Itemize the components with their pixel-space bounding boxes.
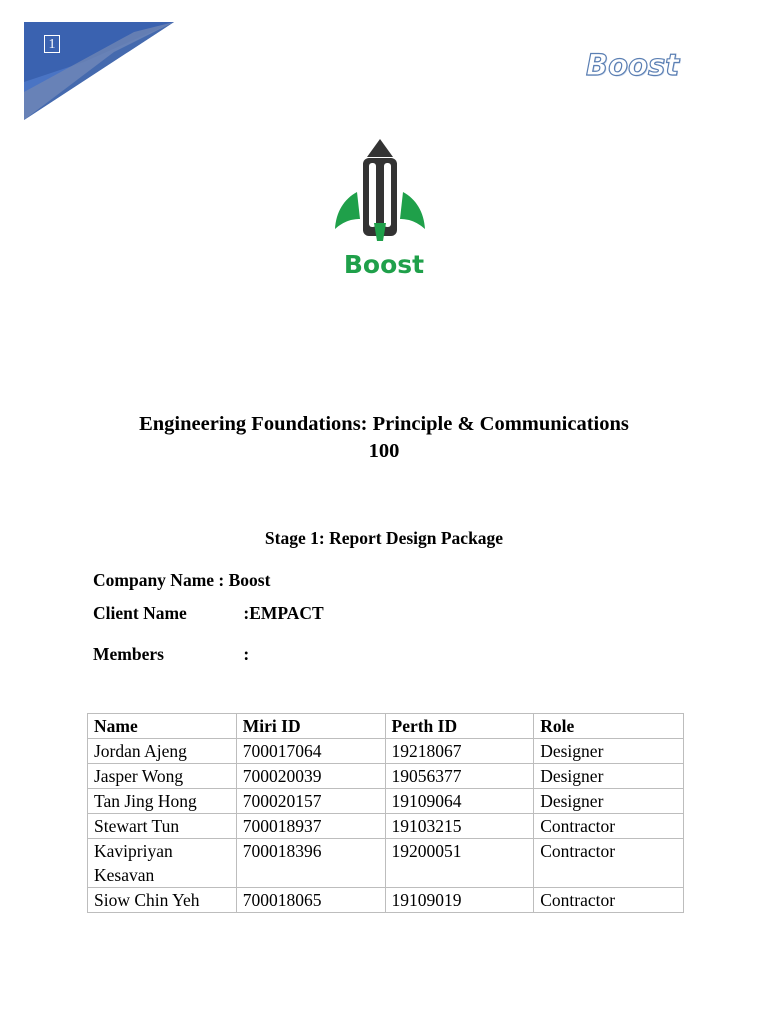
cell-perth-id: 19200051: [385, 839, 534, 888]
cell-miri-id: 700020039: [236, 764, 385, 789]
table-row: [88, 814, 684, 839]
table-row: [88, 839, 684, 888]
boost-rocket-logo-icon: [330, 137, 430, 247]
cell-miri-id: 700018396: [236, 839, 385, 888]
header-perth-id: Perth ID: [385, 714, 534, 739]
cell-name: Tan Jing Hong: [88, 789, 237, 814]
cell-role: Designer: [534, 739, 684, 764]
cell-role: Contractor: [534, 839, 684, 888]
stage-title: Stage 1: Report Design Package: [264, 528, 504, 548]
cell-miri-id: 700020157: [236, 789, 385, 814]
table-row: [88, 789, 684, 814]
unit-title-line2: 100: [368, 440, 400, 462]
company-value: : Boost: [218, 570, 271, 590]
members-label: Members: [93, 644, 164, 664]
unit-title: [0, 411, 768, 465]
client-name-field: [93, 603, 324, 624]
table-header-row: [88, 714, 684, 739]
header-brand-wordmark: Boost: [586, 48, 680, 82]
cell-perth-id: 19218067: [385, 739, 534, 764]
cell-perth-id: 19103215: [385, 814, 534, 839]
cell-miri-id: 700018065: [236, 888, 385, 913]
table-row: [88, 739, 684, 764]
company-name-field: [93, 570, 270, 591]
cell-name: Jasper Wong: [88, 764, 237, 789]
header-name: Name: [88, 714, 237, 739]
table-row: [88, 764, 684, 789]
cell-role: Contractor: [534, 814, 684, 839]
unit-title-line1: Engineering Foundations: Principle & Communications: [139, 413, 629, 435]
cell-role: Designer: [534, 789, 684, 814]
cell-name: Stewart Tun: [88, 814, 237, 839]
table-row: [88, 888, 684, 913]
cell-role: Designer: [534, 764, 684, 789]
cell-name: Kavipriyan Kesavan: [88, 839, 237, 888]
cell-miri-id: 700018937: [236, 814, 385, 839]
client-value: :EMPACT: [243, 603, 324, 623]
header-miri-id: Miri ID: [236, 714, 385, 739]
cell-name: Siow Chin Yeh: [88, 888, 237, 913]
client-label: Client Name: [93, 603, 187, 623]
cell-role: Contractor: [534, 888, 684, 913]
cell-perth-id: 19109064: [385, 789, 534, 814]
members-field: [93, 644, 249, 665]
cell-name: Jordan Ajeng: [88, 739, 237, 764]
members-value: :: [243, 644, 250, 664]
members-table: [87, 713, 684, 913]
logo-wordmark: Boost: [343, 250, 425, 279]
page-number: 1: [44, 35, 60, 53]
cell-perth-id: 19109019: [385, 888, 534, 913]
company-label: Company Name: [93, 570, 215, 590]
cell-miri-id: 700017064: [236, 739, 385, 764]
cell-perth-id: 19056377: [385, 764, 534, 789]
header-role: Role: [534, 714, 684, 739]
